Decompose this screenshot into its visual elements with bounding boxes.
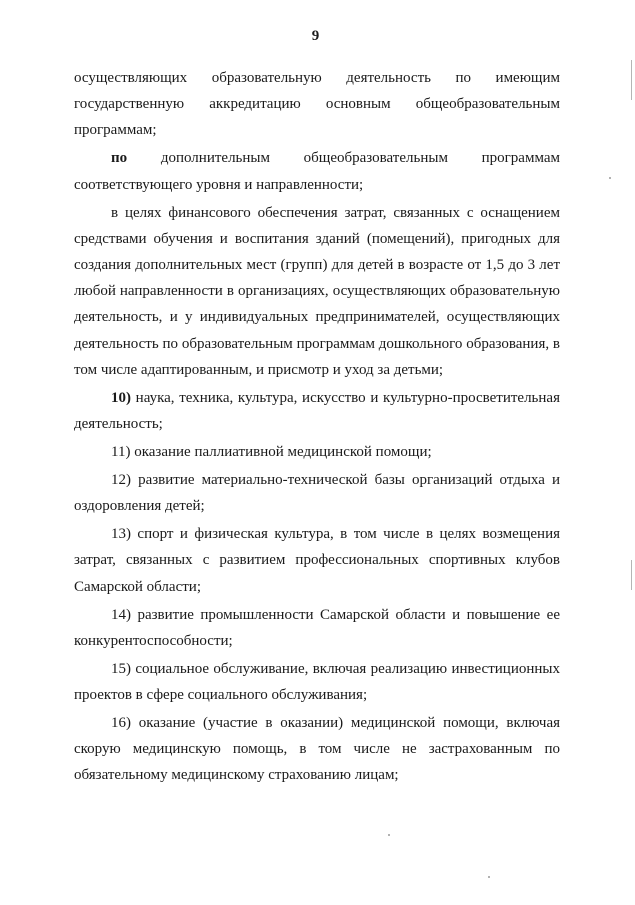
list-item-text: 11) оказание паллиативной медицинской помощи; [111,444,432,461]
list-item-14 [74,602,560,654]
list-item-text: 14) развитие промышленности Самарской области и повышение ее конкурентоспособности; [74,606,560,649]
paragraph-financing-goals [74,200,560,383]
paragraph-additional-programs [74,145,560,197]
paragraph-continuation [74,65,560,144]
list-item-10 [74,385,560,437]
paragraph-text: в целях финансового обеспечения затрат, связанных с оснащением средствами обучения и воспитания зданий (помещений), пригодных для создания дополнительных мест (групп) для детей в возрасте от 1,5 до 3 лет любой направленности в организациях, осуществляющих образовательную деятельность, и у индивидуальных предпринимателей, осуществляющих деятельность по образовательным программам дошкольного образования, в том числе адаптированным, и присмотр и уход за детьми; [74,204,560,378]
list-item-15 [74,656,560,708]
document-body [74,65,560,790]
scan-edge-mark [631,560,632,590]
list-item-16 [74,710,560,789]
list-item-text: 15) социальное обслуживание, включая реализацию инвестиционных проектов в сфере социального обслуживания; [74,660,560,704]
list-item-13 [74,521,560,600]
list-item-text: 16) оказание (участие в оказании) медицинской помощи, включая скорую медицинскую помощь, в том числе не застрахованным по обязательному медицинскому страхованию лицам; [74,715,560,784]
scan-edge-mark [631,60,632,100]
list-item-number: 10) [111,389,131,406]
list-item-text: наука, техника, культура, искусство и культурно-просветительная деятельность; [74,389,560,433]
page-number: 9 [311,28,320,44]
paragraph-lead: по [111,150,128,167]
list-item-text: 12) развитие материально-технической базы организаций отдыха и оздоровления детей; [74,472,560,515]
paragraph-text: осуществляющих образовательную деятельность по имеющим государственную аккредитацию основным общеобразовательным программам; [74,70,560,139]
scan-speck [488,876,490,878]
list-item-11 [74,439,560,465]
list-item-12 [74,467,560,519]
scan-speck [609,177,611,179]
scan-speck [388,834,390,836]
paragraph-text: дополнительным общеобразовательным программам соответствующего уровня и направленности; [74,150,560,193]
list-item-text: 13) спорт и физическая культура, в том числе в целях возмещения затрат, связанных с развитием профессиональных спортивных клубов Самарской области; [74,526,560,595]
